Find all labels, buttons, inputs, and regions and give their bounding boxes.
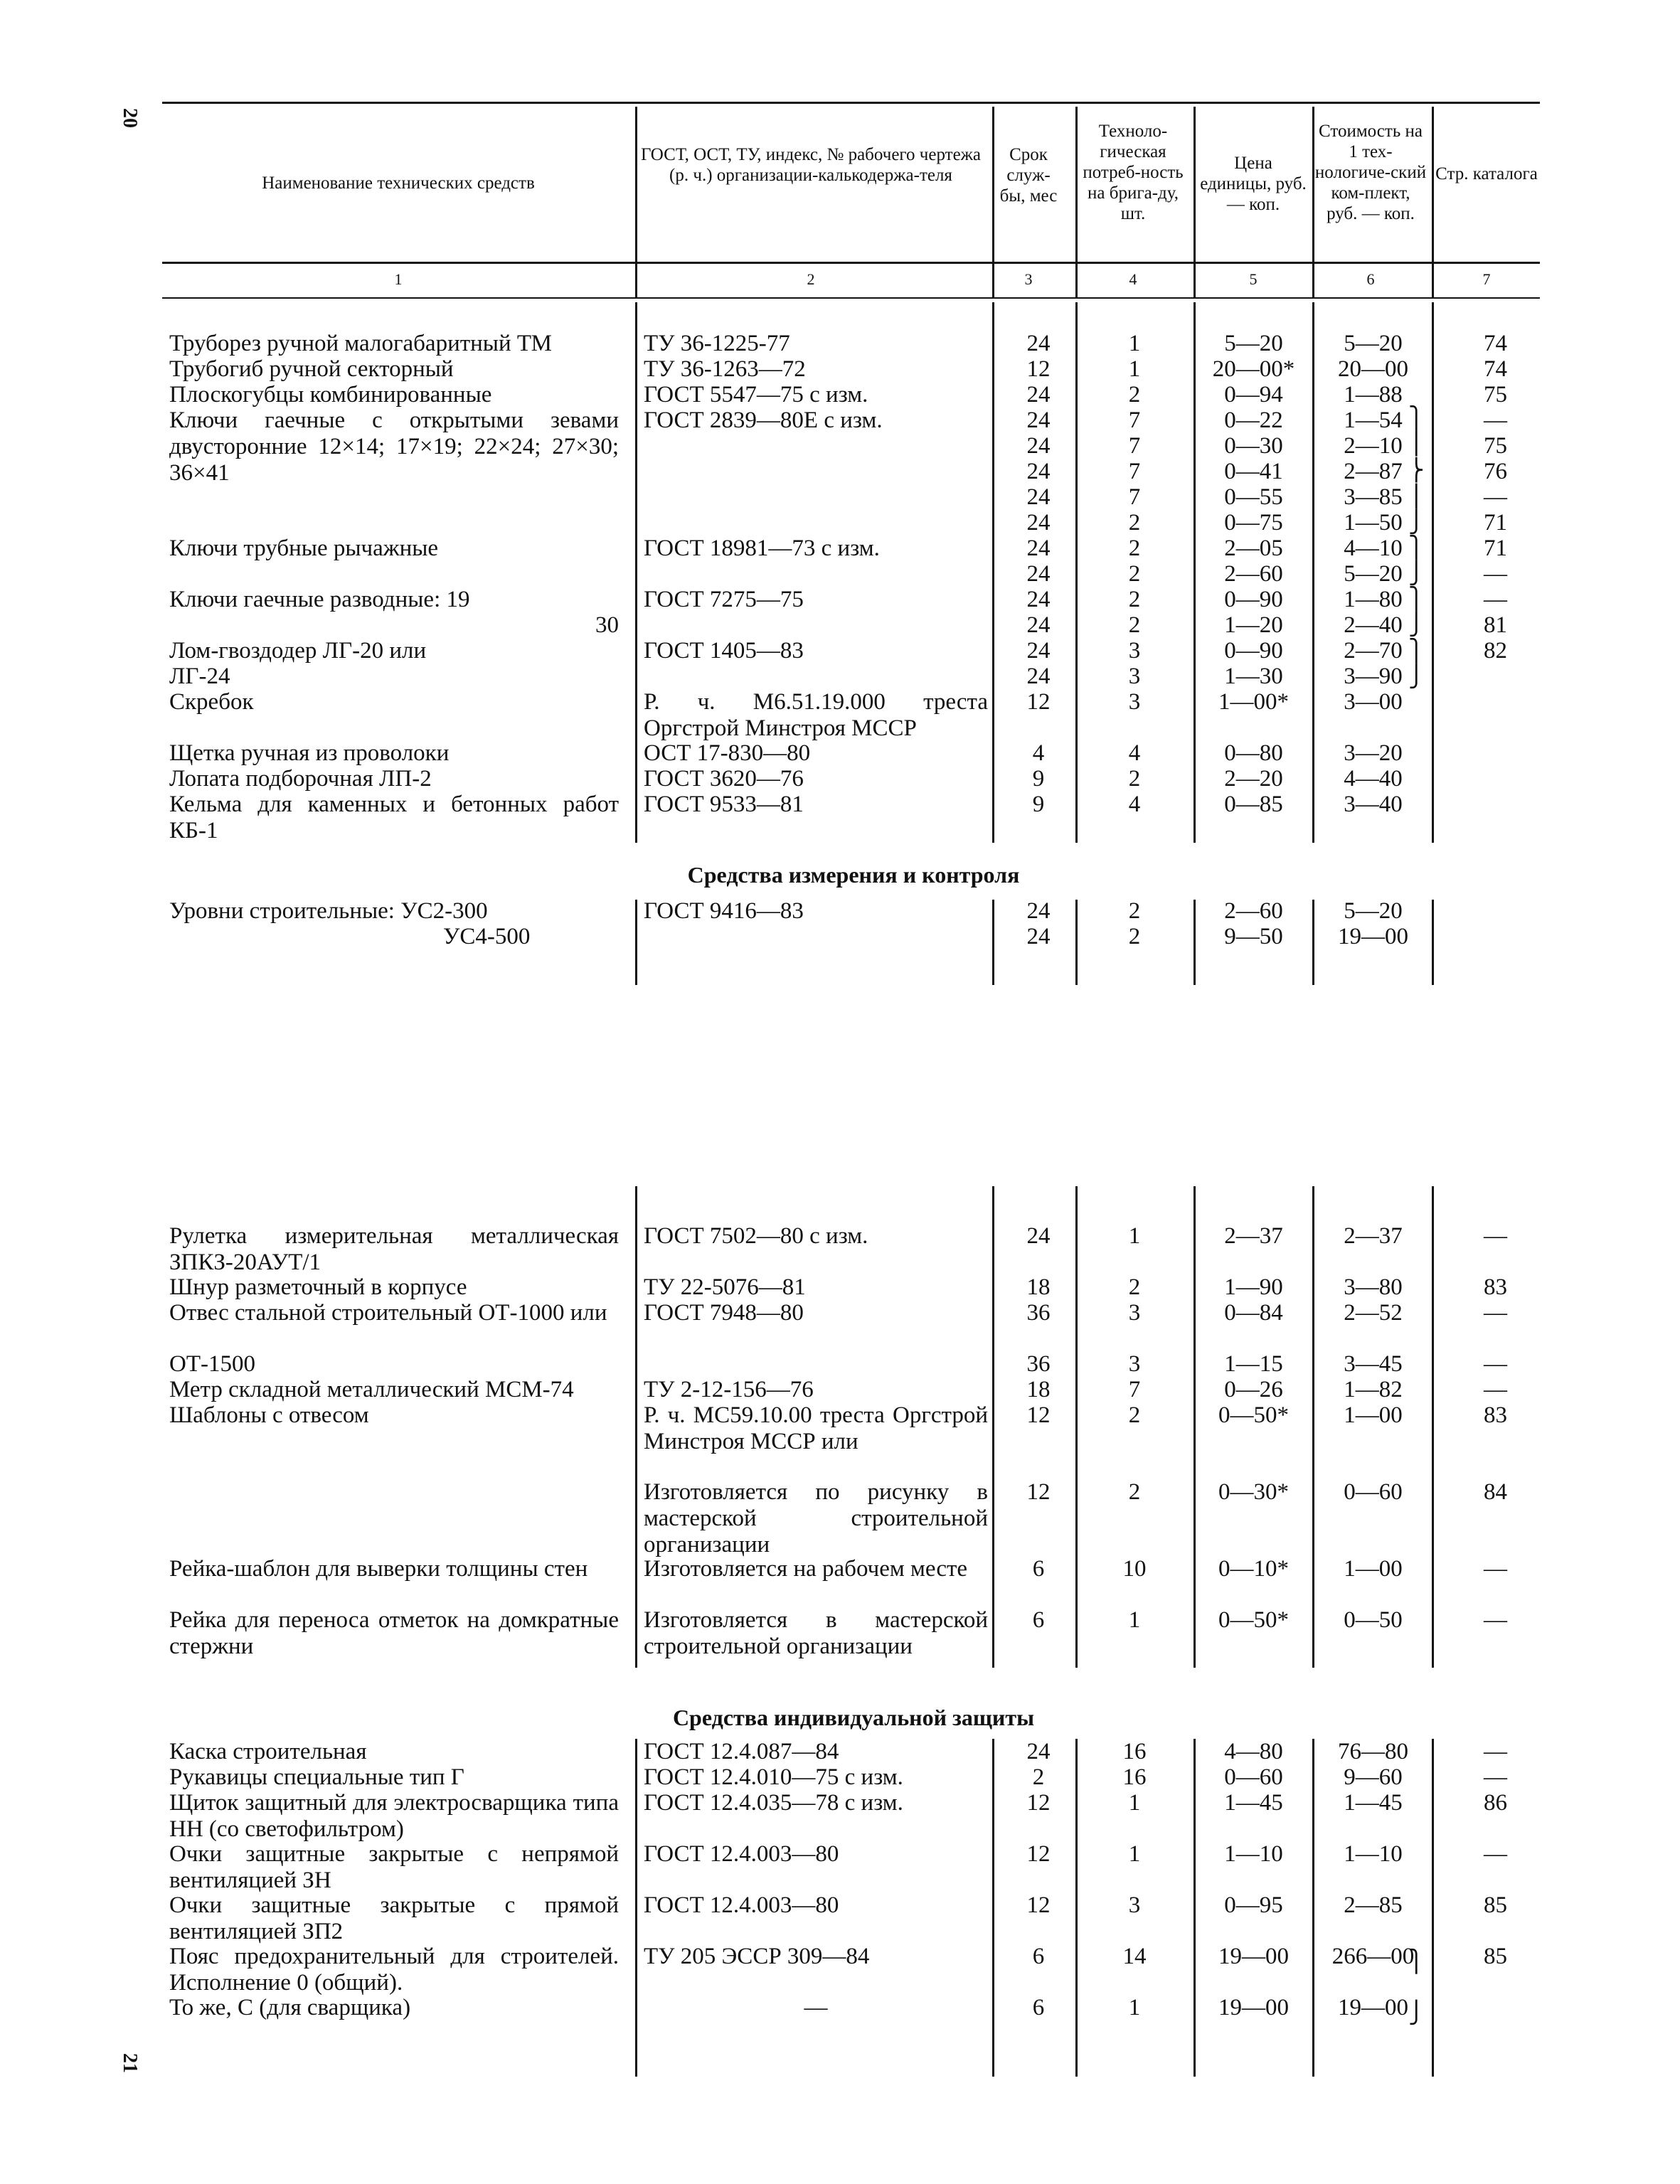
- row-catalog-page: —: [1484, 1764, 1507, 1790]
- row-quantity: 3: [1128, 689, 1141, 715]
- row-service-life: 6: [1032, 1995, 1045, 2020]
- row-unit-price: 2—60: [1224, 561, 1283, 587]
- row-catalog-page: 83: [1484, 1402, 1507, 1428]
- row-standard: ГОСТ 9416—83: [644, 898, 804, 924]
- row-service-life: 24: [1026, 484, 1051, 510]
- row-set-cost: 1—00: [1344, 1556, 1403, 1582]
- column-header-2: ГОСТ, ОСТ, ТУ, индекс, № рабочего чертежа (р. ч.) организации-калькодержа-теля: [640, 145, 982, 185]
- row-set-cost: 3—80: [1344, 1274, 1403, 1300]
- row-set-cost: 1—10: [1344, 1841, 1403, 1867]
- row-service-life: 24: [1026, 1739, 1051, 1764]
- row-catalog-page: —: [1484, 1841, 1507, 1867]
- row-catalog-page: —: [1484, 1377, 1507, 1402]
- row-set-cost: 3—45: [1344, 1351, 1403, 1377]
- row-name: Кельма для каменных и бетонных работ КБ-1: [169, 792, 619, 843]
- row-service-life: 18: [1026, 1274, 1051, 1300]
- row-unit-price: 0—30: [1224, 433, 1283, 459]
- row-catalog-page: 76: [1484, 459, 1507, 484]
- row-set-cost: 2—40: [1344, 612, 1403, 638]
- row-service-life: 12: [1026, 689, 1051, 715]
- bracket-pipe-wrenches: ⎭: [1408, 561, 1425, 586]
- row-quantity: 3: [1128, 1892, 1141, 1918]
- row-service-life: 24: [1026, 587, 1051, 612]
- row-quantity: 3: [1128, 1300, 1141, 1326]
- row-unit-price: 1—20: [1224, 612, 1283, 638]
- row-service-life: 24: [1026, 612, 1051, 638]
- row-unit-price: 0—41: [1224, 459, 1283, 484]
- row-service-life: 2: [1032, 1764, 1045, 1790]
- row-standard: ТУ 22-5076—81: [644, 1274, 806, 1300]
- row-unit-price: 0—75: [1224, 510, 1283, 536]
- row-catalog-page: 86: [1484, 1790, 1507, 1816]
- row-set-cost: 76—80: [1338, 1739, 1408, 1764]
- row-set-cost: 2—87: [1344, 459, 1403, 484]
- row-set-cost: 3—40: [1344, 792, 1403, 817]
- row-name: Рукавицы специальные тип Г: [169, 1764, 464, 1790]
- bracket-adjustable-wrenches: ⎭: [1408, 612, 1425, 637]
- row-service-life: 4: [1032, 740, 1045, 766]
- column-header-4: Техноло-гическая потреб-ность на брига-ду, шт.: [1083, 122, 1184, 223]
- row-quantity: 1: [1128, 1607, 1141, 1633]
- row-name: Трубогиб ручной секторный: [169, 356, 454, 382]
- row-quantity: 7: [1128, 433, 1141, 459]
- row-standard: ГОСТ 1405—83: [644, 638, 804, 664]
- row-unit-price: 1—10: [1224, 1841, 1283, 1867]
- row-catalog-page: 75: [1484, 433, 1507, 459]
- row-standard: ОСТ 17-830—80: [644, 740, 811, 766]
- row-unit-price: 19—00: [1218, 1995, 1289, 2020]
- row-name: Рейка для переноса отметок на домкратные стержни: [169, 1607, 619, 1659]
- row-unit-price: 0—30*: [1218, 1479, 1289, 1505]
- row-set-cost: 1—00: [1344, 1402, 1403, 1428]
- column-rule: [992, 302, 994, 843]
- row-service-life: 24: [1026, 536, 1051, 561]
- row-service-life: 18: [1026, 1377, 1051, 1402]
- row-unit-price: 4—80: [1224, 1739, 1283, 1764]
- row-service-life: 12: [1026, 1841, 1051, 1867]
- section-title-measure: Средства измерения и контроля: [687, 862, 1020, 888]
- row-quantity: 1: [1128, 1223, 1141, 1249]
- row-unit-price: 0—22: [1224, 407, 1283, 433]
- row-set-cost: 2—85: [1344, 1892, 1403, 1918]
- row-set-cost: 3—00: [1344, 689, 1403, 715]
- row-name: Скребок: [169, 689, 254, 715]
- column-number-6: 6: [1366, 270, 1375, 288]
- column-rule: [635, 1739, 637, 2077]
- row-standard: ГОСТ 12.4.035—78 с изм.: [644, 1790, 903, 1816]
- row-name: Шаблоны с отвесом: [169, 1402, 369, 1428]
- row-set-cost: 2—70: [1344, 638, 1403, 664]
- row-catalog-page: —: [1484, 561, 1507, 587]
- row-unit-price: 0—90: [1224, 587, 1283, 612]
- row-unit-price: 0—80: [1224, 740, 1283, 766]
- row-set-cost: 9—60: [1344, 1764, 1403, 1790]
- row-name: Щиток защитный для электросварщика типа НН (со светофильтром): [169, 1790, 619, 1842]
- row-catalog-page: —: [1484, 1223, 1507, 1249]
- row-name: Отвес стальной строительный ОТ-1000 или: [169, 1300, 607, 1326]
- row-unit-price: 0—95: [1224, 1892, 1283, 1918]
- row-service-life: 24: [1026, 561, 1051, 587]
- row-service-life: 24: [1026, 898, 1051, 924]
- row-name: Очки защитные закрытые с непрямой вентиляцией ЗН: [169, 1841, 619, 1893]
- row-set-cost: 3—90: [1344, 664, 1403, 689]
- row-unit-price: 0—60: [1224, 1764, 1283, 1790]
- row-catalog-page: —: [1484, 1607, 1507, 1633]
- row-catalog-page: 83: [1484, 1274, 1507, 1300]
- row-quantity: 16: [1122, 1764, 1147, 1790]
- row-standard: —: [804, 1995, 828, 2020]
- row-standard: ГОСТ 9533—81: [644, 792, 804, 817]
- row-unit-price: 0—50*: [1218, 1402, 1289, 1428]
- row-name: Щетка ручная из проволоки: [169, 740, 450, 766]
- row-catalog-page: —: [1484, 1556, 1507, 1582]
- header-bottom-rule: [162, 262, 1540, 264]
- page-number-top: 20: [119, 108, 141, 128]
- row-unit-price: 1—15: [1224, 1351, 1283, 1377]
- row-quantity: 2: [1128, 382, 1141, 407]
- row-catalog-page: —: [1484, 407, 1507, 433]
- row-service-life: 24: [1026, 433, 1051, 459]
- row-standard: ГОСТ 3620—76: [644, 766, 804, 792]
- row-standard: ГОСТ 12.4.087—84: [644, 1739, 839, 1764]
- row-service-life: 9: [1032, 792, 1045, 817]
- column-header-6: Стоимость на 1 тех-нологиче-ский ком-плект, руб. — коп.: [1314, 122, 1427, 223]
- row-set-cost: 0—50: [1344, 1607, 1403, 1633]
- row-unit-price: 0—10*: [1218, 1556, 1289, 1582]
- row-name: 30: [595, 612, 619, 638]
- row-unit-price: 1—90: [1224, 1274, 1283, 1300]
- row-catalog-page: —: [1484, 587, 1507, 612]
- column-rule: [1193, 107, 1196, 297]
- row-service-life: 24: [1026, 638, 1051, 664]
- row-quantity: 1: [1128, 331, 1141, 356]
- row-service-life: 24: [1026, 924, 1051, 949]
- row-name: Шнур разметочный в корпусе: [169, 1274, 467, 1300]
- bracket-crowbar: ⎫: [1408, 639, 1425, 664]
- row-set-cost: 266—00: [1331, 1944, 1415, 1969]
- row-unit-price: 0—90: [1224, 638, 1283, 664]
- bracket-wrenches: ⎬: [1408, 458, 1425, 483]
- column-number-7: 7: [1482, 270, 1491, 288]
- row-name: Ключи гаечные с открытыми зевами двусторонние 12×14; 17×19; 22×24; 27×30; 36×41: [169, 407, 619, 486]
- row-standard: Р. ч. М6.51.19.000 треста Оргстрой Минстроя МССР: [644, 689, 988, 741]
- row-standard: ГОСТ 2839—80Е с изм.: [644, 407, 883, 433]
- row-set-cost: 5—20: [1344, 561, 1403, 587]
- row-name: ЛГ-24: [169, 664, 230, 689]
- row-quantity: 4: [1128, 792, 1141, 817]
- row-service-life: 6: [1032, 1556, 1045, 1582]
- row-service-life: 36: [1026, 1351, 1051, 1377]
- row-quantity: 1: [1128, 1790, 1141, 1816]
- row-set-cost: 3—20: [1344, 740, 1403, 766]
- column-rule: [1432, 900, 1434, 985]
- column-rule: [1432, 302, 1434, 843]
- row-name: УС4-500: [443, 924, 531, 949]
- row-standard: Изготовляется по рисунку в мастерской строительной организации: [644, 1479, 988, 1557]
- column-rule: [1432, 1186, 1434, 1668]
- row-catalog-page: 71: [1484, 536, 1507, 561]
- row-unit-price: 1—30: [1224, 664, 1283, 689]
- row-catalog-page: 85: [1484, 1892, 1507, 1918]
- row-catalog-page: 71: [1484, 510, 1507, 536]
- row-quantity: 2: [1128, 924, 1141, 949]
- row-catalog-page: 74: [1484, 331, 1507, 356]
- bracket-adjustable-wrenches: ⎫: [1408, 587, 1425, 612]
- row-standard: ГОСТ 7275—75: [644, 587, 804, 612]
- column-number-3: 3: [1024, 270, 1033, 288]
- row-set-cost: 2—10: [1344, 433, 1403, 459]
- row-service-life: 24: [1026, 1223, 1051, 1249]
- bracket-belts: ⎭: [1408, 2001, 1425, 2025]
- row-unit-price: 0—84: [1224, 1300, 1283, 1326]
- row-service-life: 24: [1026, 459, 1051, 484]
- row-quantity: 3: [1128, 638, 1141, 664]
- row-standard: ГОСТ 5547—75 с изм.: [644, 382, 868, 407]
- row-catalog-page: 85: [1484, 1944, 1507, 1969]
- row-set-cost: 2—52: [1344, 1300, 1403, 1326]
- row-set-cost: 4—10: [1344, 536, 1403, 561]
- column-rule: [635, 107, 637, 297]
- row-name: Лом-гвоздодер ЛГ-20 или: [169, 638, 427, 664]
- row-quantity: 7: [1128, 484, 1141, 510]
- row-catalog-page: —: [1484, 1300, 1507, 1326]
- row-quantity: 2: [1128, 1274, 1141, 1300]
- row-name: Каска строительная: [169, 1739, 367, 1764]
- column-rule: [635, 900, 637, 985]
- row-quantity: 7: [1128, 407, 1141, 433]
- column-header-1: Наименование технических средств: [262, 174, 535, 193]
- row-unit-price: 0—94: [1224, 382, 1283, 407]
- row-name: Пояс предохранительный для строителей. Исполнение 0 (общий).: [169, 1944, 619, 1996]
- row-unit-price: 2—20: [1224, 766, 1283, 792]
- bracket-crowbar: ⎭: [1408, 664, 1425, 689]
- row-standard: ГОСТ 18981—73 с изм.: [644, 536, 880, 561]
- row-service-life: 12: [1026, 1479, 1051, 1505]
- row-standard: ГОСТ 12.4.010—75 с изм.: [644, 1764, 903, 1790]
- row-quantity: 2: [1128, 510, 1141, 536]
- row-unit-price: 1—45: [1224, 1790, 1283, 1816]
- column-rule: [992, 900, 994, 985]
- row-quantity: 3: [1128, 664, 1141, 689]
- row-standard: ГОСТ 12.4.003—80: [644, 1892, 839, 1918]
- row-catalog-page: —: [1484, 484, 1507, 510]
- row-standard: Изготовляется в мастерской строительной организации: [644, 1607, 988, 1659]
- bracket-wrenches: ⎪: [1408, 432, 1425, 457]
- row-set-cost: 1—50: [1344, 510, 1403, 536]
- row-unit-price: 1—00*: [1218, 689, 1289, 715]
- section-title-protect: Средства индивидуальной защиты: [672, 1705, 1035, 1730]
- row-name: Ключи трубные рычажные: [169, 536, 439, 561]
- row-quantity: 10: [1122, 1556, 1147, 1582]
- row-set-cost: 1—88: [1344, 382, 1403, 407]
- row-service-life: 9: [1032, 766, 1045, 792]
- row-name: Очки защитные закрытые с прямой вентиляцией ЗП2: [169, 1892, 619, 1944]
- row-unit-price: 5—20: [1224, 331, 1283, 356]
- row-quantity: 2: [1128, 766, 1141, 792]
- row-set-cost: 1—45: [1344, 1790, 1403, 1816]
- row-set-cost: 1—54: [1344, 407, 1403, 433]
- row-quantity: 3: [1128, 1351, 1141, 1377]
- bracket-belts: ⎫: [1408, 1949, 1425, 1974]
- row-set-cost: 5—20: [1344, 898, 1403, 924]
- column-rule: [992, 1186, 994, 1668]
- row-service-life: 24: [1026, 407, 1051, 433]
- row-quantity: 2: [1128, 1479, 1141, 1505]
- row-quantity: 2: [1128, 587, 1141, 612]
- row-service-life: 24: [1026, 331, 1051, 356]
- row-quantity: 7: [1128, 459, 1141, 484]
- row-standard: Р. ч. МС59.10.00 треста Оргстрой Минстроя МССР или: [644, 1402, 988, 1454]
- row-standard: ТУ 36-1263—72: [644, 356, 806, 382]
- row-quantity: 1: [1128, 1841, 1141, 1867]
- row-name: Ключи гаечные разводные: 19: [169, 587, 470, 612]
- row-standard: ГОСТ 12.4.003—80: [644, 1841, 839, 1867]
- bracket-wrenches: ⎪: [1408, 484, 1425, 509]
- row-standard: Изготовляется на рабочем месте: [644, 1556, 968, 1582]
- bracket-wrenches: ⎫: [1408, 406, 1425, 431]
- row-service-life: 12: [1026, 1402, 1051, 1428]
- row-name: ОТ-1500: [169, 1351, 255, 1377]
- row-catalog-page: 74: [1484, 356, 1507, 382]
- row-unit-price: 0—55: [1224, 484, 1283, 510]
- row-catalog-page: 81: [1484, 612, 1507, 638]
- column-number-5: 5: [1249, 270, 1258, 288]
- row-set-cost: 1—82: [1344, 1377, 1403, 1402]
- row-quantity: 16: [1122, 1739, 1147, 1764]
- bracket-pipe-wrenches: ⎫: [1408, 536, 1425, 560]
- row-set-cost: 3—85: [1344, 484, 1403, 510]
- row-unit-price: 0—50*: [1218, 1607, 1289, 1633]
- row-service-life: 12: [1026, 356, 1051, 382]
- column-header-5: Цена единицы, руб. — коп.: [1200, 154, 1307, 214]
- row-quantity: 2: [1128, 561, 1141, 587]
- table-top-rule: [162, 102, 1540, 104]
- row-service-life: 6: [1032, 1607, 1045, 1633]
- column-rule: [1075, 107, 1078, 297]
- row-service-life: 12: [1026, 1892, 1051, 1918]
- row-quantity: 7: [1128, 1377, 1141, 1402]
- row-standard: ГОСТ 7502—80 с изм.: [644, 1223, 868, 1249]
- column-rule: [1432, 107, 1434, 297]
- row-name: Лопата подборочная ЛП-2: [169, 766, 432, 792]
- row-name: Уровни строительные: УС2-300: [169, 898, 488, 924]
- number-row-rule: [162, 297, 1540, 299]
- row-quantity: 2: [1128, 1402, 1141, 1428]
- row-quantity: 1: [1128, 1995, 1141, 2020]
- row-service-life: 6: [1032, 1944, 1045, 1969]
- row-name: Метр складной металлический МСМ-74: [169, 1377, 574, 1402]
- row-name: Рейка-шаблон для выверки толщины стен: [169, 1556, 588, 1582]
- row-unit-price: 9—50: [1224, 924, 1283, 949]
- row-set-cost: 19—00: [1338, 924, 1408, 949]
- row-set-cost: 1—80: [1344, 587, 1403, 612]
- row-quantity: 1: [1128, 356, 1141, 382]
- row-catalog-page: —: [1484, 1739, 1507, 1764]
- row-unit-price: 0—85: [1224, 792, 1283, 817]
- column-number-4: 4: [1129, 270, 1137, 288]
- row-set-cost: 5—20: [1344, 331, 1403, 356]
- row-unit-price: 2—05: [1224, 536, 1283, 561]
- column-rule: [992, 1739, 994, 2077]
- row-name: То же, С (для сварщика): [169, 1995, 411, 2020]
- row-service-life: 36: [1026, 1300, 1051, 1326]
- row-catalog-page: 82: [1484, 638, 1507, 664]
- row-set-cost: 20—00: [1338, 356, 1408, 382]
- row-unit-price: 2—37: [1224, 1223, 1283, 1249]
- row-service-life: 12: [1026, 1790, 1051, 1816]
- row-name: Плоскогубцы комбинированные: [169, 382, 492, 407]
- row-set-cost: 4—40: [1344, 766, 1403, 792]
- row-unit-price: 20—00*: [1212, 356, 1295, 382]
- column-rule: [635, 302, 637, 843]
- row-unit-price: 0—26: [1224, 1377, 1283, 1402]
- row-set-cost: 2—37: [1344, 1223, 1403, 1249]
- row-standard: ТУ 36-1225-77: [644, 331, 790, 356]
- row-standard: ТУ 2-12-156—76: [644, 1377, 814, 1402]
- row-set-cost: 19—00: [1338, 1995, 1408, 2020]
- row-standard: ТУ 205 ЭССР 309—84: [644, 1944, 870, 1969]
- row-service-life: 24: [1026, 382, 1051, 407]
- column-number-1: 1: [394, 270, 403, 288]
- row-quantity: 2: [1128, 536, 1141, 561]
- row-catalog-page: —: [1484, 1351, 1507, 1377]
- row-quantity: 14: [1122, 1944, 1147, 1969]
- row-quantity: 2: [1128, 898, 1141, 924]
- bracket-wrenches: ⎭: [1408, 510, 1425, 535]
- row-name: Труборез ручной малогабаритный ТМ: [169, 331, 552, 356]
- row-service-life: 24: [1026, 510, 1051, 536]
- column-header-7: Стр. каталога: [1435, 164, 1538, 183]
- row-set-cost: 0—60: [1344, 1479, 1403, 1505]
- row-name: Рулетка измерительная металлическая ЗПКЗ-20АУТ/1: [169, 1223, 619, 1275]
- row-catalog-page: 84: [1484, 1479, 1507, 1505]
- column-rule: [1432, 1739, 1434, 2077]
- row-unit-price: 2—60: [1224, 898, 1283, 924]
- row-standard: ГОСТ 7948—80: [644, 1300, 804, 1326]
- row-service-life: 24: [1026, 664, 1051, 689]
- row-quantity: 4: [1128, 740, 1141, 766]
- column-header-3: Срок служ-бы, мес: [999, 145, 1058, 206]
- page-number-bottom: 21: [119, 2053, 141, 2073]
- row-quantity: 2: [1128, 612, 1141, 638]
- row-catalog-page: 75: [1484, 382, 1507, 407]
- row-unit-price: 19—00: [1218, 1944, 1289, 1969]
- column-rule: [635, 1186, 637, 1668]
- column-number-2: 2: [807, 270, 815, 288]
